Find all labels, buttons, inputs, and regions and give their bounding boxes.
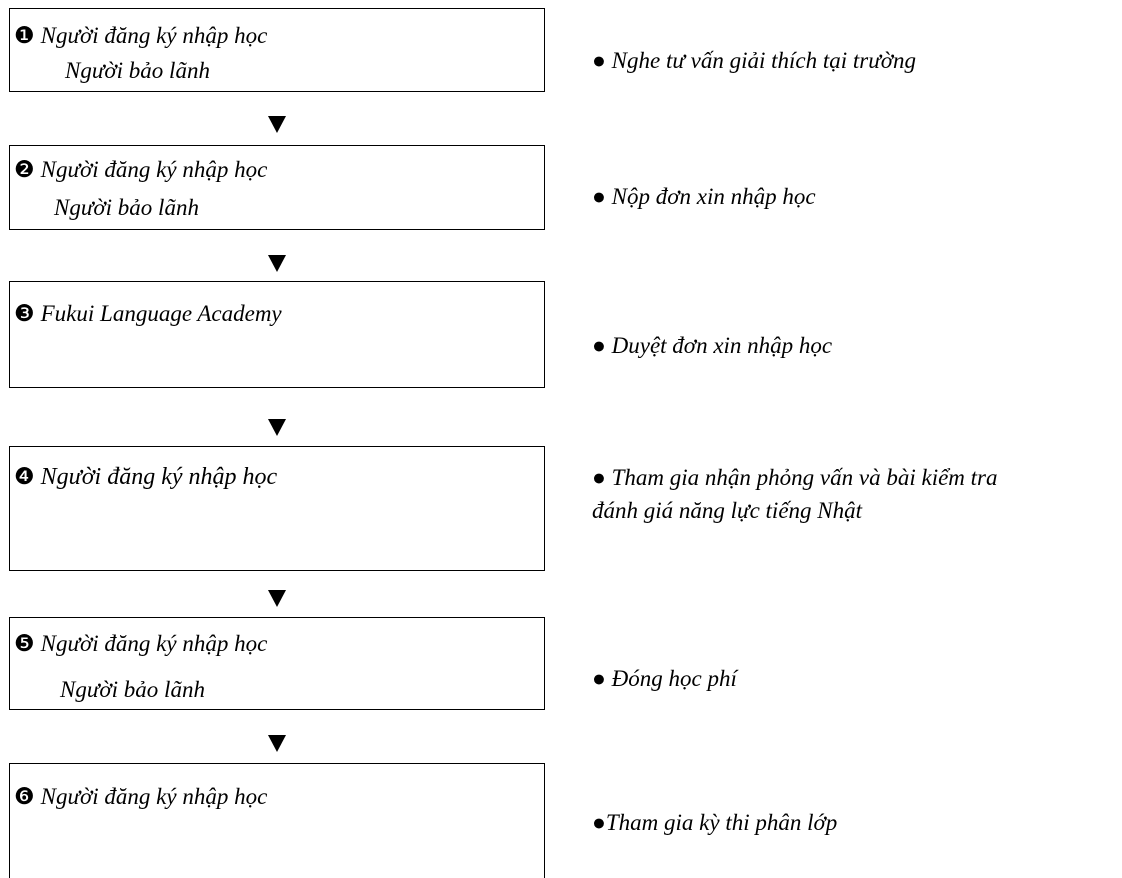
step-4-actor-1: ❹ Người đăng ký nhập học bbox=[14, 464, 278, 490]
step-5-number: ❺ bbox=[14, 631, 35, 656]
step-3-arrow bbox=[268, 419, 286, 436]
step-1-action: ● Nghe tư vấn giải thích tại trường bbox=[592, 48, 917, 73]
step-2-box bbox=[9, 145, 545, 230]
step-6-box bbox=[9, 763, 545, 878]
step-3-actor-1: ❸ Fukui Language Academy bbox=[14, 301, 282, 326]
step-5-arrow bbox=[268, 735, 286, 752]
step-4-action: ● Tham gia nhận phỏng vấn và bài kiểm tra đánh giá năng lực tiếng Nhật bbox=[592, 465, 998, 524]
step-4-box bbox=[9, 446, 545, 571]
step-2-number: ❷ bbox=[14, 157, 35, 182]
step-1-actor-2: Người bảo lãnh bbox=[65, 58, 210, 83]
step-3-action: ● Duyệt đơn xin nhập học bbox=[592, 333, 833, 358]
step-1-arrow bbox=[268, 116, 286, 133]
step-3-number: ❸ bbox=[14, 301, 35, 326]
step-6-actor-1: ❻ Người đăng ký nhập học bbox=[14, 784, 268, 809]
step-3-box bbox=[9, 281, 545, 388]
step-5-box bbox=[9, 617, 545, 710]
step-1-actor-1: ❶ Người đăng ký nhập học bbox=[14, 23, 268, 48]
step-6-number: ❻ bbox=[14, 784, 35, 809]
step-5-action: ● Đóng học phí bbox=[592, 666, 737, 691]
step-1-box bbox=[9, 8, 545, 92]
step-2-actor-2: Người bảo lãnh bbox=[54, 195, 199, 220]
step-1-number: ❶ bbox=[14, 23, 35, 48]
step-4-number: ❹ bbox=[14, 464, 35, 489]
step-5-actor-1: ❺ Người đăng ký nhập học bbox=[14, 631, 268, 656]
step-2-actor-1: ❷ Người đăng ký nhập học bbox=[14, 157, 268, 182]
step-2-action: ● Nộp đơn xin nhập học bbox=[592, 184, 816, 209]
step-4-arrow bbox=[268, 590, 286, 607]
step-2-arrow bbox=[268, 255, 286, 272]
step-5-actor-2: Người bảo lãnh bbox=[60, 677, 205, 702]
step-6-action: ●Tham gia kỳ thi phân lớp bbox=[592, 810, 838, 835]
